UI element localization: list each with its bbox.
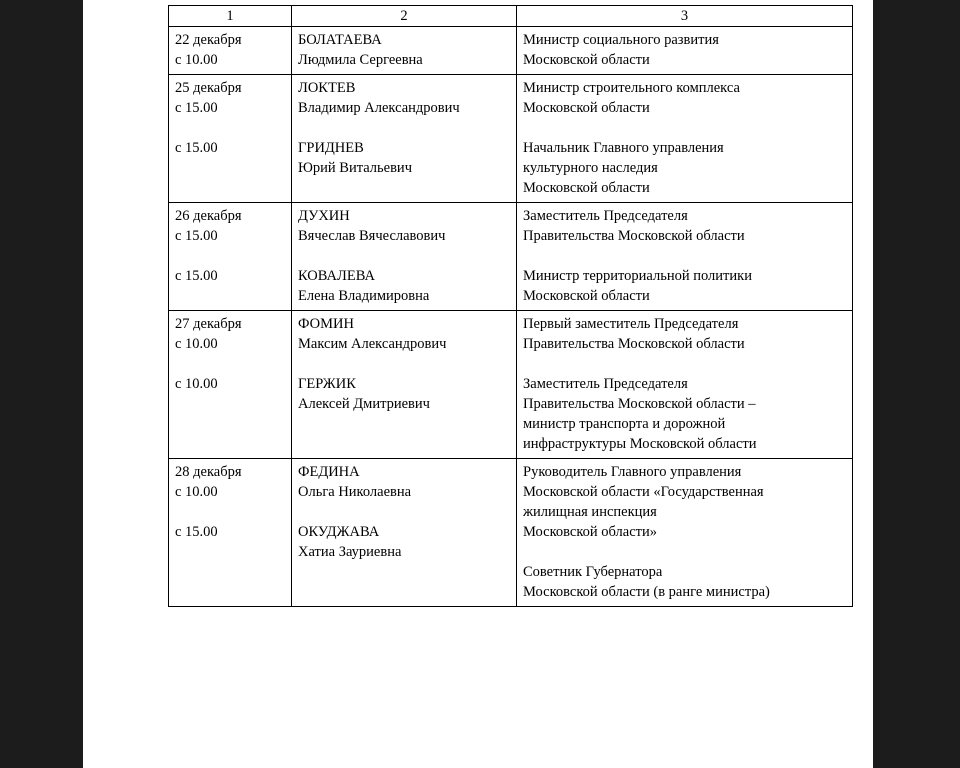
official-position-line: Московской области — [523, 52, 650, 68]
entry-spacer — [298, 502, 510, 522]
official-position-line: Руководитель Главного управления — [523, 464, 742, 480]
schedule-time: с 15.00 — [175, 228, 218, 244]
official-given-name: Максим Александрович — [298, 336, 447, 352]
official-position-line: министр транспорта и дорожной — [523, 416, 726, 432]
table-row — [169, 75, 853, 203]
official-position-line: Министр социального развития — [523, 32, 719, 48]
official-position-line: инфраструктуры Московской области — [523, 436, 757, 452]
official-given-name: Владимир Александрович — [298, 100, 460, 116]
official-given-name: Ольга Николаевна — [298, 484, 412, 500]
column-header-3: 3 — [517, 6, 853, 27]
official-surname: ГРИДНЕВ — [298, 140, 364, 156]
entry-spacer — [175, 118, 285, 138]
schedule-date-cell — [169, 311, 292, 459]
official-given-name: Елена Владимировна — [298, 288, 430, 304]
entry-spacer — [298, 246, 510, 266]
table-row — [169, 203, 853, 311]
column-header-1: 1 — [169, 6, 292, 27]
table-body — [169, 27, 853, 607]
official-position-line: Заместитель Председателя — [523, 376, 688, 392]
official-surname: БОЛАТАЕВА — [298, 32, 382, 48]
schedule-time: с 15.00 — [175, 100, 218, 116]
official-given-name: Юрий Витальевич — [298, 160, 412, 176]
schedule-date: 22 декабря — [175, 32, 242, 48]
official-given-name: Людмила Сергеевна — [298, 52, 423, 68]
schedule-date-cell — [169, 459, 292, 607]
official-position-line: Министр территориальной политики — [523, 268, 752, 284]
schedule-date-cell — [169, 27, 292, 75]
official-surname: ФЕДИНА — [298, 464, 360, 480]
official-given-name: Вячеслав Вячеславович — [298, 228, 446, 244]
official-position-line: Правительства Московской области — [523, 228, 745, 244]
official-position-line: Московской области» — [523, 524, 657, 540]
schedule-time: с 10.00 — [175, 52, 218, 68]
official-name-cell — [292, 75, 517, 203]
official-position-line: жилищная инспекция — [523, 504, 657, 520]
official-position-line: Московской области «Государственная — [523, 484, 764, 500]
official-position-line: Московской области — [523, 288, 650, 304]
schedule-time: с 10.00 — [175, 376, 218, 392]
schedule-time: с 10.00 — [175, 484, 218, 500]
official-name-cell — [292, 459, 517, 607]
official-position-line: Советник Губернатора — [523, 564, 663, 580]
entry-spacer — [175, 502, 285, 522]
official-position-cell — [517, 459, 853, 607]
entry-spacer — [523, 246, 846, 266]
official-given-name: Хатиа Зауриевна — [298, 544, 402, 560]
official-given-name: Алексей Дмитриевич — [298, 396, 430, 412]
official-position-line: Заместитель Председателя — [523, 208, 688, 224]
entry-spacer — [523, 118, 846, 138]
entry-spacer — [523, 542, 846, 562]
official-surname: КОВАЛЕВА — [298, 268, 375, 284]
entry-spacer — [298, 118, 510, 138]
table-row — [169, 311, 853, 459]
reception-schedule-table — [168, 5, 853, 607]
official-surname: ГЕРЖИК — [298, 376, 356, 392]
official-surname: ДУХИН — [298, 208, 350, 224]
schedule-date: 25 декабря — [175, 80, 242, 96]
column-header-2: 2 — [292, 6, 517, 27]
schedule-date-cell — [169, 75, 292, 203]
official-position-line: Правительства Московской области – — [523, 396, 756, 412]
entry-spacer — [175, 354, 285, 374]
table-row — [169, 27, 853, 75]
official-surname: ФОМИН — [298, 316, 354, 332]
official-position-line: культурного наследия — [523, 160, 658, 176]
official-surname: ЛОКТЕВ — [298, 80, 356, 96]
table-header-row — [169, 6, 853, 27]
entry-spacer — [298, 354, 510, 374]
table-row — [169, 459, 853, 607]
official-position-line: Московской области — [523, 180, 650, 196]
schedule-time: с 15.00 — [175, 140, 218, 156]
official-position-line: Министр строительного комплекса — [523, 80, 740, 96]
official-position-cell — [517, 27, 853, 75]
official-name-cell — [292, 311, 517, 459]
schedule-time: с 15.00 — [175, 524, 218, 540]
document-page — [83, 0, 873, 768]
official-name-cell — [292, 203, 517, 311]
official-position-line: Первый заместитель Председателя — [523, 316, 739, 332]
schedule-time: с 10.00 — [175, 336, 218, 352]
schedule-time: с 15.00 — [175, 268, 218, 284]
official-position-cell — [517, 203, 853, 311]
schedule-date: 28 декабря — [175, 464, 242, 480]
official-position-cell — [517, 75, 853, 203]
schedule-date-cell — [169, 203, 292, 311]
schedule-date: 27 декабря — [175, 316, 242, 332]
official-surname: ОКУДЖАВА — [298, 524, 380, 540]
table-header — [169, 6, 853, 27]
entry-spacer — [523, 354, 846, 374]
schedule-date: 26 декабря — [175, 208, 242, 224]
entry-spacer — [175, 246, 285, 266]
official-position-cell — [517, 311, 853, 459]
official-position-line: Московской области — [523, 100, 650, 116]
official-position-line: Правительства Московской области — [523, 336, 745, 352]
official-name-cell — [292, 27, 517, 75]
official-position-line: Начальник Главного управления — [523, 140, 724, 156]
official-position-line: Московской области (в ранге министра) — [523, 584, 770, 600]
